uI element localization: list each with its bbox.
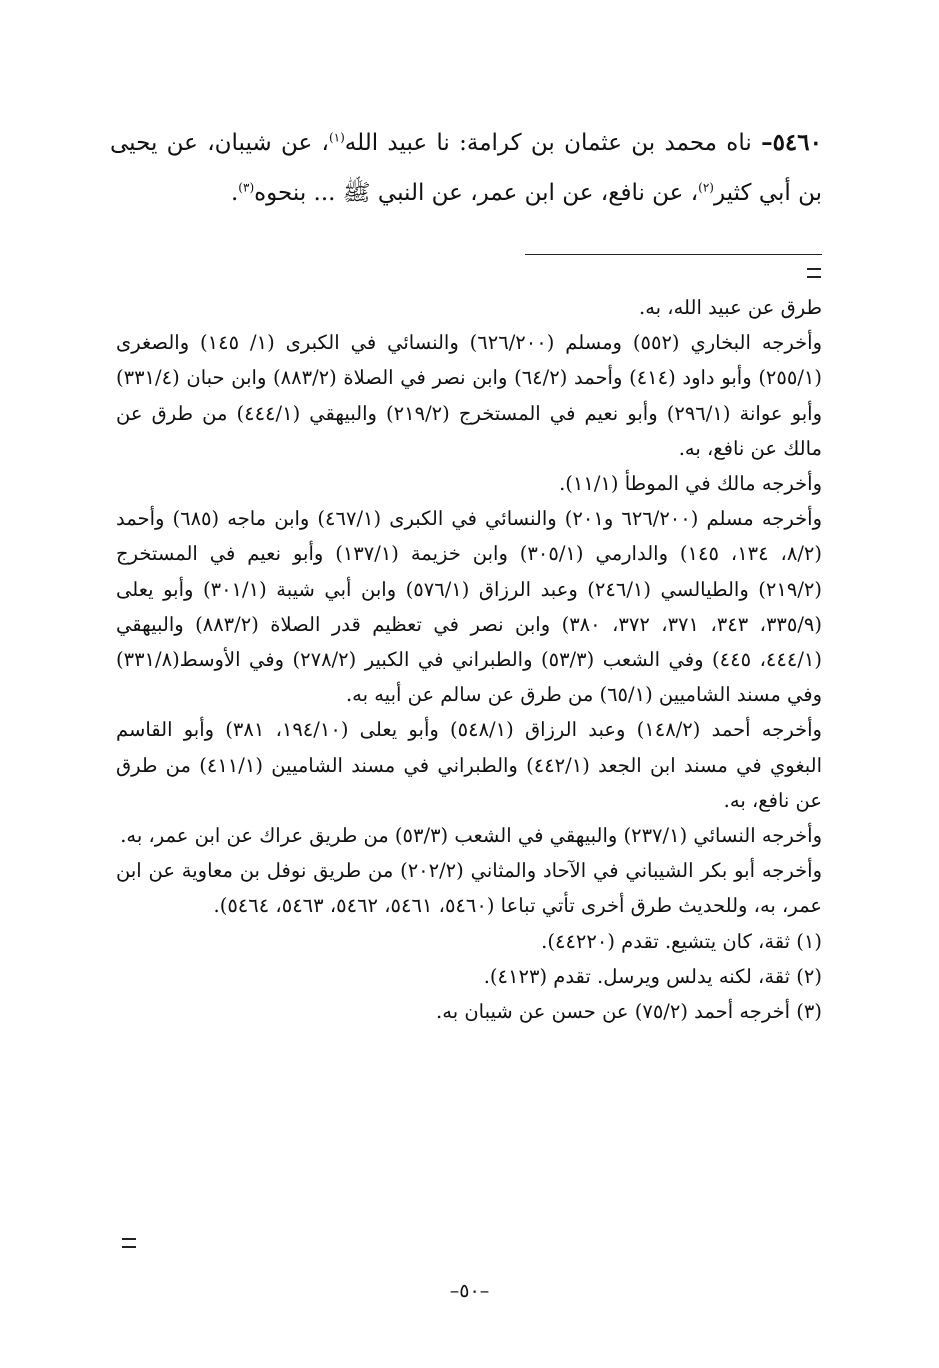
hadith-number-dash: –	[761, 129, 773, 156]
hadith-text	[110, 118, 822, 218]
footnote-ref-1: (١)	[328, 130, 345, 145]
page-number: –٥٠–	[449, 1280, 490, 1302]
hadith-isnad-part-3: ، عن نافع، عن ابن عمر، عن النبي ﷺ ... بنحوه	[254, 180, 699, 206]
takhrij-paragraph: وأخرجه البخاري (٥٥٢) ومسلم (٦٢٦/٢٠٠) والنسائي في الكبرى (١/ ١٤٥) والصغرى (٢٥٥/١) وأبو داود (٤١٤) وأحمد (٦٤/٢) وابن نصر في الصلاة (٨٨٣/٢) وابن حبان (٣٣١/٤) وأبو عوانة (٢٩٦/١) وأبو نعيم في المستخرج (٢١٩/٢) والبيهقي (٤٤٤/١) من طرق عن مالك عن نافع، به.	[116, 331, 822, 460]
footnote-separator	[525, 254, 822, 255]
takhrij-paragraph: وأخرجه أحمد (١٤٨/٢) وعبد الرزاق (٥٤٨/١) وأبو يعلى (١٩٤/١٠، ٣٨١) وأبو القاسم البغوي في مسند ابن الجعد (٤٤٢/١) والطبراني في مسند الشاميين (٤١١/١) من طرق عن نافع، به.	[116, 718, 822, 812]
hadith-number: ٥٤٦٠	[772, 129, 822, 156]
footnote-2: (٢) ثقة، لكنه يدلس ويرسل. تقدم (٤١٢٣).	[483, 964, 822, 988]
hadith-isnad-part-2: ، عن شيبان، عن يحيى بن أبي كثير	[110, 130, 822, 206]
takhrij-paragraph: وأخرجه مالك في الموطأ (١١/١).	[559, 472, 822, 496]
takhrij-paragraph: طرق عن عبيد الله، به.	[639, 296, 822, 319]
takhrij-paragraph: وأخرجه النسائي (٢٣٧/١) والبيهقي في الشعب (٥٣/٣) من طريق عراك عن ابن عمر، به.	[120, 824, 822, 848]
hadith-isnad-part-1: ناه محمد بن عثمان بن كرامة: نا عبيد الله	[344, 130, 752, 156]
footnote-ref-2: (٢)	[698, 180, 714, 195]
takhrij-paragraph: وأخرجه مسلم (٦٢٦/٢٠٠ و٢٠١) والنسائي في الكبرى (٤٦٧/١) وابن ماجه (٦٨٥) وأحمد (٨/٢، ١٣٤، ١٤٥) والدارمي (٣٠٥/١) وابن خزيمة (١٣٧/١) وأبو نعيم في المستخرج (٢١٩/٢) والطيالسي (٢٤٦/١) وعبد الرزاق (٥٧٦/١) وابن أبي شيبة (٣٠١/١) وأبو يعلى (٣٣٥/٩، ٣٤٣، ٣٧١، ٣٧٢، ٣٨٠) وابن نصر في تعظيم قدر الصلاة (٨٨٣/٢) والبيهقي (٤٤٤/١، ٤٤٥) وفي الشعب (٥٣/٣) والطبراني في الكبير (٢٧٨/٢) وفي الأوسط(٣٣١/٨) وفي مسند الشاميين (٦٥/١) من طرق عن سالم عن أبيه به.	[116, 507, 823, 707]
takhrij-notes	[116, 290, 822, 1029]
continuation-mark-top	[807, 268, 821, 278]
continuation-mark-bottom	[122, 1238, 136, 1248]
footnote-3: (٣) أخرجه أحمد (٧٥/٢) عن حسن عن شيبان به.	[436, 1000, 822, 1024]
hadith-end: .	[230, 180, 239, 206]
footnote-ref-3: (٣)	[238, 180, 255, 195]
takhrij-paragraph: وأخرجه أبو بكر الشيباني في الآحاد والمثاني (٢٠٢/٢) من طريق نوفل بن معاوية عن ابن عمر، به، وللحديث طرق أخرى تأتي تباعا (٥٤٦٠، ٥٤٦١، ٥٤٦٢، ٥٤٦٣، ٥٤٦٤).	[116, 859, 822, 918]
footnote-1: (١) ثقة، كان يتشيع. تقدم (٤٤٢٢٠).	[541, 929, 822, 953]
